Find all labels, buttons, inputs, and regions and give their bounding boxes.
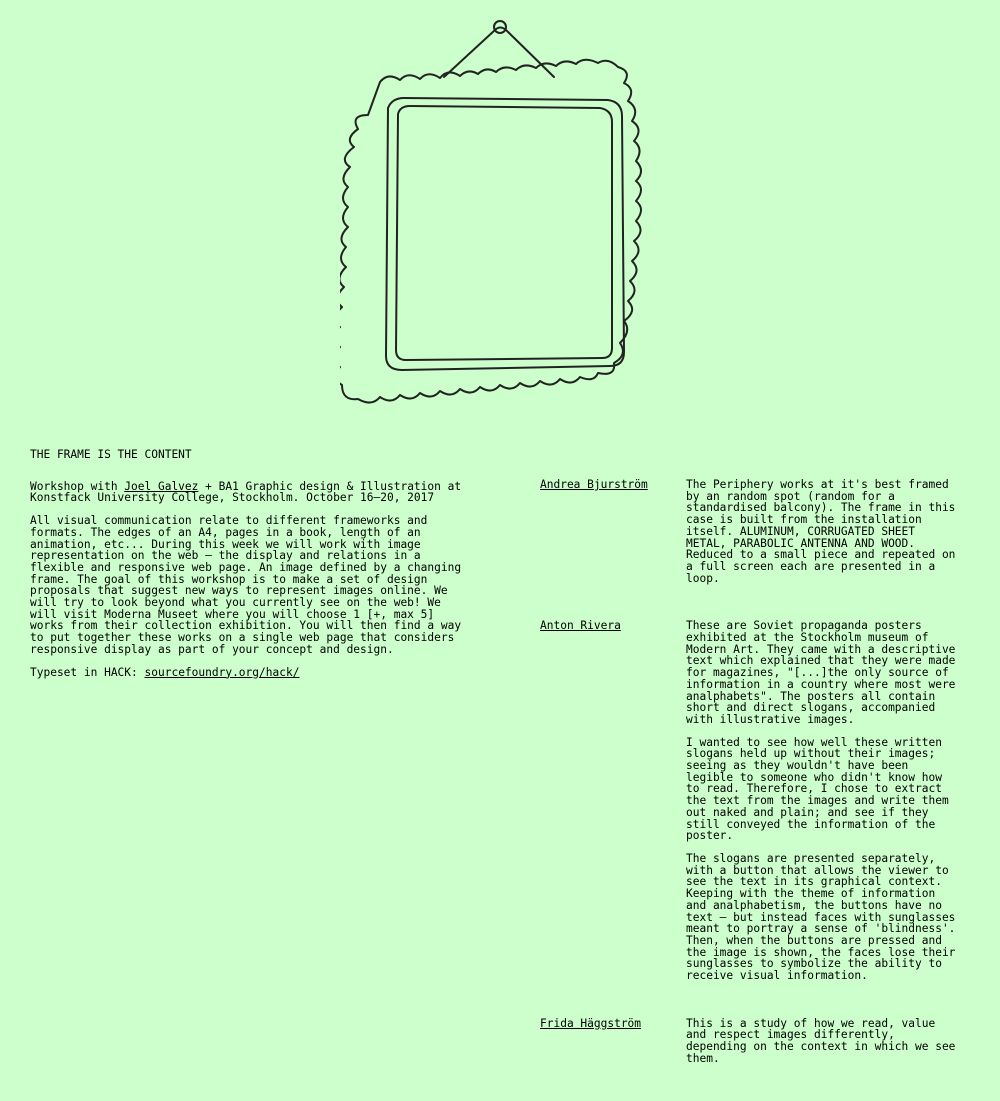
entry-paragraph: The Periphery works at it's best framed by an random spot (random for a standardised balcony). The frame in this case is built from the installation itself. ALUMINUM, CORRUGATED SHEET METAL, PARABOLIC ANTENNA AND WOOD. Reduced to a small piece and repeated on a full screen each are presented in a loop. (686, 478, 956, 585)
intro-section (30, 449, 470, 689)
hack-font-link[interactable]: sourcefoundry.org/hack/ (144, 665, 300, 679)
entry-paragraph: The slogans are presented separately, with a button that allows the viewer to see the text in its graphical context. Keeping with the theme of information and analphabetism, the buttons have no text – but instead faces with sunglasses meant to portray a sense of 'blindness'. Then, when the buttons are pressed and the image is shown, the faces lose their sunglasses to symbolize the ability to receive visual information. (686, 851, 956, 983)
entry-paragraph: These are Soviet propaganda posters exhibited at the Stockholm museum of Modern Art. They came with a descriptive text which explained that they were made for magazines, "[...]the only source of information in a country where most were analphabets". The posters all contain short and direct slogans, accompanied with illustrative images. (686, 619, 956, 726)
entry-andrea (540, 479, 970, 595)
entry-paragraph: I wanted to see how well these written slogans held up without their images; seeing as they wouldn't have been legible to someone who didn't know how to read. Therefore, I chose to extract the text from the images and write them out naked and plain; and see if they still conveyed the information of the poster. (686, 735, 949, 843)
student-entries (540, 479, 970, 1101)
typeset-note (30, 667, 470, 679)
student-name-link[interactable]: Anton Rivera (540, 619, 621, 633)
workshop-prefix: Workshop with (30, 479, 125, 493)
joel-galvez-link[interactable]: Joel Galvez (124, 479, 199, 493)
entry-anton (540, 620, 970, 992)
picture-frame-illustration (340, 10, 660, 405)
workshop-suffix: + BA1 Graphic design & Illustration at Konstfack University College, Stockholm. October 16–20, 2017 (30, 479, 462, 505)
entry-paragraph: This is a study of how we read, value and respect images differently, depending on the context in which we see them. (686, 1016, 956, 1065)
frame-inner-border-2 (396, 106, 612, 360)
student-name-link[interactable]: Frida Häggström (540, 1016, 642, 1030)
frame-inner-border (386, 98, 624, 370)
student-name-link[interactable]: Andrea Bjurström (540, 478, 648, 491)
entry-frida (540, 1018, 970, 1076)
page-title: THE FRAME IS THE CONTENT (30, 448, 192, 461)
typeset-prefix: Typeset in HACK: (30, 665, 145, 679)
workshop-description: All visual communication relate to different frameworks and formats. The edges of an A4, pages in a book, length of an animation, etc... During this week we will work with image representation on the web – the display and relations in a flexible and responsive web page. An image defined by a changing frame. The goal of this workshop is to make a set of design proposals that suggest new ways to represent images online. We will try to look beyond what you currently see on the web! We will visit Moderna Museet where you will choose 1 [+, max 5] works from their collection exhibition. You will then find a way to put together these works on a single web page that considers responsive display as part of your concept and design. (30, 514, 462, 656)
workshop-credit (30, 481, 470, 504)
